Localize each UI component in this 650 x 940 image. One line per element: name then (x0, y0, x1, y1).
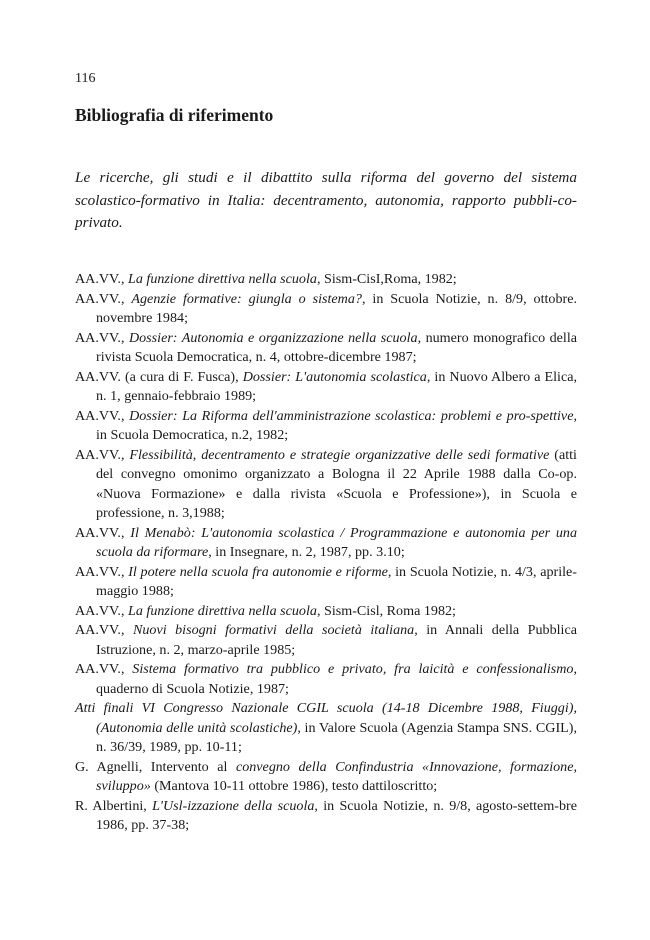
entry-title: Sistema formativo tra pubblico e privato, fra laicità e confessionalismo (132, 661, 574, 677)
entry-title: Dossier: L'autonomia scolastica (242, 368, 427, 385)
entry-title: L'Usl-izzazione della scuola (152, 797, 315, 814)
entry-title: Nuovi bisogni formativi della società italiana (132, 622, 415, 638)
entry-title: Il Menabò: L'autonomia scolastica / Programmazione e autonomia per una scuola da riformare (96, 524, 577, 560)
entry-details: , in Scuola Notizie, n. 8/9, ottobre. novembre 1984; (96, 290, 577, 326)
entry-details: (atti del convegno omonimo organizzato a Bologna il 22 Aprile 1988 dalla Co-op. «Nuova Formazione» e dalla rivista «Scuola e Professione»), in Scuola e professione, n. 3,1988; (96, 446, 577, 521)
bibliography-entry (75, 329, 577, 368)
entry-title: La funzione direttiva nella scuola (128, 602, 317, 619)
entry-author: AA.VV., (75, 622, 133, 638)
section-title: Bibliografia di riferimento (75, 105, 274, 125)
entry-details: , in Scuola Notizie, n. 4/3, aprile-maggio 1988; (96, 563, 577, 599)
entry-author: AA.VV., (75, 524, 131, 541)
entry-author: AA.VV. (a cura di F. Fusca), (75, 368, 243, 385)
entry-author: AA.VV., (75, 661, 133, 677)
entry-author: AA.VV., (75, 407, 130, 424)
entry-title: Agenzie formative: giungla o sistema? (131, 290, 362, 307)
entry-author: G. Agnelli, Intervento al (75, 758, 236, 775)
entry-title: convegno della Confindustria «Innovazione, formazione, sviluppo» (96, 758, 577, 794)
entry-title: Dossier: Autonomia e organizzazione nella scuola (128, 329, 418, 346)
bibliography-list (75, 270, 577, 836)
entry-title: Dossier: La Riforma dell'amministrazione scolastica: problemi e pro-spettive (129, 407, 574, 424)
entry-details: , in Valore Scuola (Agenzia Stampa SNS. CGIL), n. 36/39, 1989, pp. 10-11; (96, 719, 577, 755)
entry-author: AA.VV., (75, 563, 129, 580)
page-number: 116 (75, 71, 96, 86)
entry-details: , quaderno di Scuola Notizie, 1987; (96, 661, 577, 697)
bibliography-entry (75, 758, 577, 797)
entry-author: AA.VV., (75, 290, 132, 307)
entry-details: , numero monografico della rivista Scuola Democratica, n. 4, ottobre-dicembre 1987; (96, 329, 577, 365)
entry-title: Flessibilità, decentramento e strategie organizzative delle sedi formative (129, 446, 550, 463)
entry-author: R. Albertini, (75, 797, 153, 814)
bibliography-entry (75, 563, 577, 602)
entry-details: , Sism-Cisl, Roma 1982; (316, 602, 456, 619)
entry-author: AA.VV., (75, 602, 128, 619)
bibliography-entry (75, 660, 577, 699)
entry-details: , in Insegnare, n. 2, 1987, pp. 3.10; (208, 544, 405, 560)
bibliography-entry (75, 270, 577, 290)
entry-details: , Sism-CisI,Roma, 1982; (316, 271, 457, 287)
bibliography-entry (75, 368, 577, 407)
bibliography-entry (75, 524, 577, 563)
bibliography-entry (75, 602, 577, 622)
bibliography-entry (75, 797, 577, 836)
entry-title: Il potere nella scuola fra autonomie e riforme (128, 563, 388, 580)
entry-title: Atti finali VI Congresso Nazionale CGIL scuola (14-18 Dicembre 1988, Fiuggi), (Autonomia delle unità scolastiche) (75, 700, 577, 736)
entry-details: , in Nuovo Albero a Elica, n. 1, gennaio-febbraio 1989; (96, 368, 577, 404)
entry-author: AA.VV., (75, 271, 128, 287)
bibliography-entry (75, 699, 577, 758)
bibliography-entry (75, 407, 577, 446)
section-subtitle: Le ricerche, gli studi e il dibattito sulla riforma del governo del sistema scolastico-formativo in Italia: decentramento, autonomia, rapporto pubbli-co-privato. (75, 169, 577, 231)
entry-details: , in Annali della Pubblica Istruzione, n. 2, marzo-aprile 1985; (96, 622, 577, 658)
entry-details: , in Scuola Democratica, n.2, 1982; (96, 407, 577, 443)
entry-title: La funzione direttiva nella scuola (128, 271, 317, 287)
bibliography-entry (75, 446, 577, 524)
entry-details: (Mantova 10-11 ottobre 1986), testo dattiloscritto; (150, 778, 438, 794)
bibliography-entry (75, 290, 577, 329)
entry-details: , in Scuola Notizie, n. 9/8, agosto-settem-bre 1986, pp. 37-38; (96, 797, 577, 833)
bibliography-entry (75, 621, 577, 660)
entry-author: AA.VV., (75, 329, 129, 346)
entry-author: AA.VV., (75, 446, 130, 463)
